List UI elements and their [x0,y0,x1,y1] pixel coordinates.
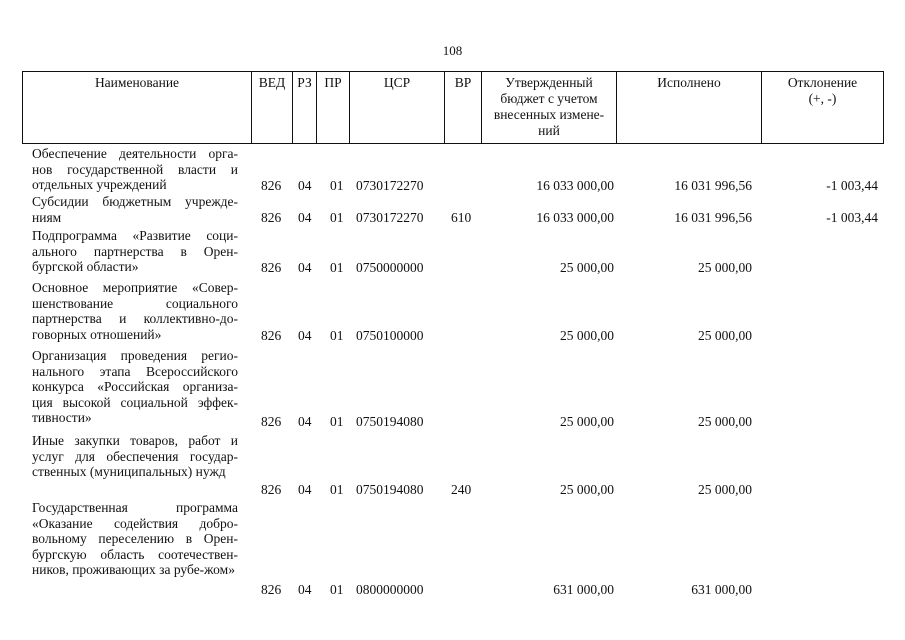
row-pr: 01 [330,414,344,429]
row-budget: 25 000,00 [560,328,614,343]
row-name: Субсидии бюджетным учрежде-ниям [32,194,238,225]
row-executed: 25 000,00 [698,482,752,497]
page-number: 108 [442,43,463,58]
row-pr: 01 [330,582,344,597]
row-csr: 0800000000 [356,582,424,597]
header-ved: ВЕД [251,72,292,143]
row-csr: 0750100000 [356,328,424,343]
row-executed: 25 000,00 [698,414,752,429]
row-budget: 631 000,00 [553,582,614,597]
row-budget: 25 000,00 [560,482,614,497]
row-name: Государственная программа «Оказание содействия добро-вольному переселению в Орен-бургскую область соотечествен-ников, проживающих за рубе-жом» [32,500,238,578]
row-budget: 25 000,00 [560,260,614,275]
row-pr: 01 [330,482,344,497]
row-csr: 0750194080 [356,414,424,429]
row-rz: 04 [298,260,312,275]
row-rz: 04 [298,178,312,193]
row-name: Обеспечение деятельности орга-нов государственной власти и отдельных учреждений [32,146,238,193]
header-rz: РЗ [292,72,316,143]
row-rz: 04 [298,482,312,497]
row-name: Организация проведения регио-нального этапа Всероссийского конкурса «Российская организа-ция высокой социальной эффек-тивности» [32,348,238,426]
table-header [22,71,884,144]
row-csr: 0750000000 [356,260,424,275]
header-vr: ВР [444,72,481,143]
row-budget: 16 033 000,00 [536,210,614,225]
header-deviation: Отклонение (+, -) [761,72,883,143]
row-ved: 826 [261,260,282,275]
row-name: Подпрограмма «Развитие соци-ального партнерства в Орен-бургской области» [32,228,238,275]
row-ved: 826 [261,328,282,343]
header-pr: ПР [316,72,349,143]
row-pr: 01 [330,260,344,275]
header-csr: ЦСР [349,72,444,143]
row-ved: 826 [261,582,282,597]
row-pr: 01 [330,178,344,193]
row-executed: 25 000,00 [698,260,752,275]
row-budget: 16 033 000,00 [536,178,614,193]
row-executed: 16 031 996,56 [674,178,752,193]
row-executed: 16 031 996,56 [674,210,752,225]
row-deviation: -1 003,44 [826,210,878,225]
row-ved: 826 [261,210,282,225]
row-csr: 0730172270 [356,210,424,225]
row-deviation: -1 003,44 [826,178,878,193]
row-rz: 04 [298,210,312,225]
row-budget: 25 000,00 [560,414,614,429]
row-rz: 04 [298,414,312,429]
row-ved: 826 [261,482,282,497]
row-rz: 04 [298,328,312,343]
row-ved: 826 [261,178,282,193]
row-csr: 0750194080 [356,482,424,497]
row-vr: 240 [451,482,472,497]
header-executed: Исполнено [616,72,761,143]
row-name: Основное мероприятие «Совер-шенствование социального партнерства и коллективно-до-говорных отношений» [32,280,238,342]
row-ved: 826 [261,414,282,429]
row-name: Иные закупки товаров, работ и услуг для обеспечения государ-ственных (муниципальных) нужд [32,433,238,480]
row-vr: 610 [451,210,472,225]
row-executed: 631 000,00 [691,582,752,597]
row-pr: 01 [330,328,344,343]
row-csr: 0730172270 [356,178,424,193]
row-rz: 04 [298,582,312,597]
header-name: Наименование [94,75,180,90]
row-pr: 01 [330,210,344,225]
row-executed: 25 000,00 [698,328,752,343]
header-budget: Утвержденный бюджет с учетом внесенных измене- ний [481,72,616,143]
